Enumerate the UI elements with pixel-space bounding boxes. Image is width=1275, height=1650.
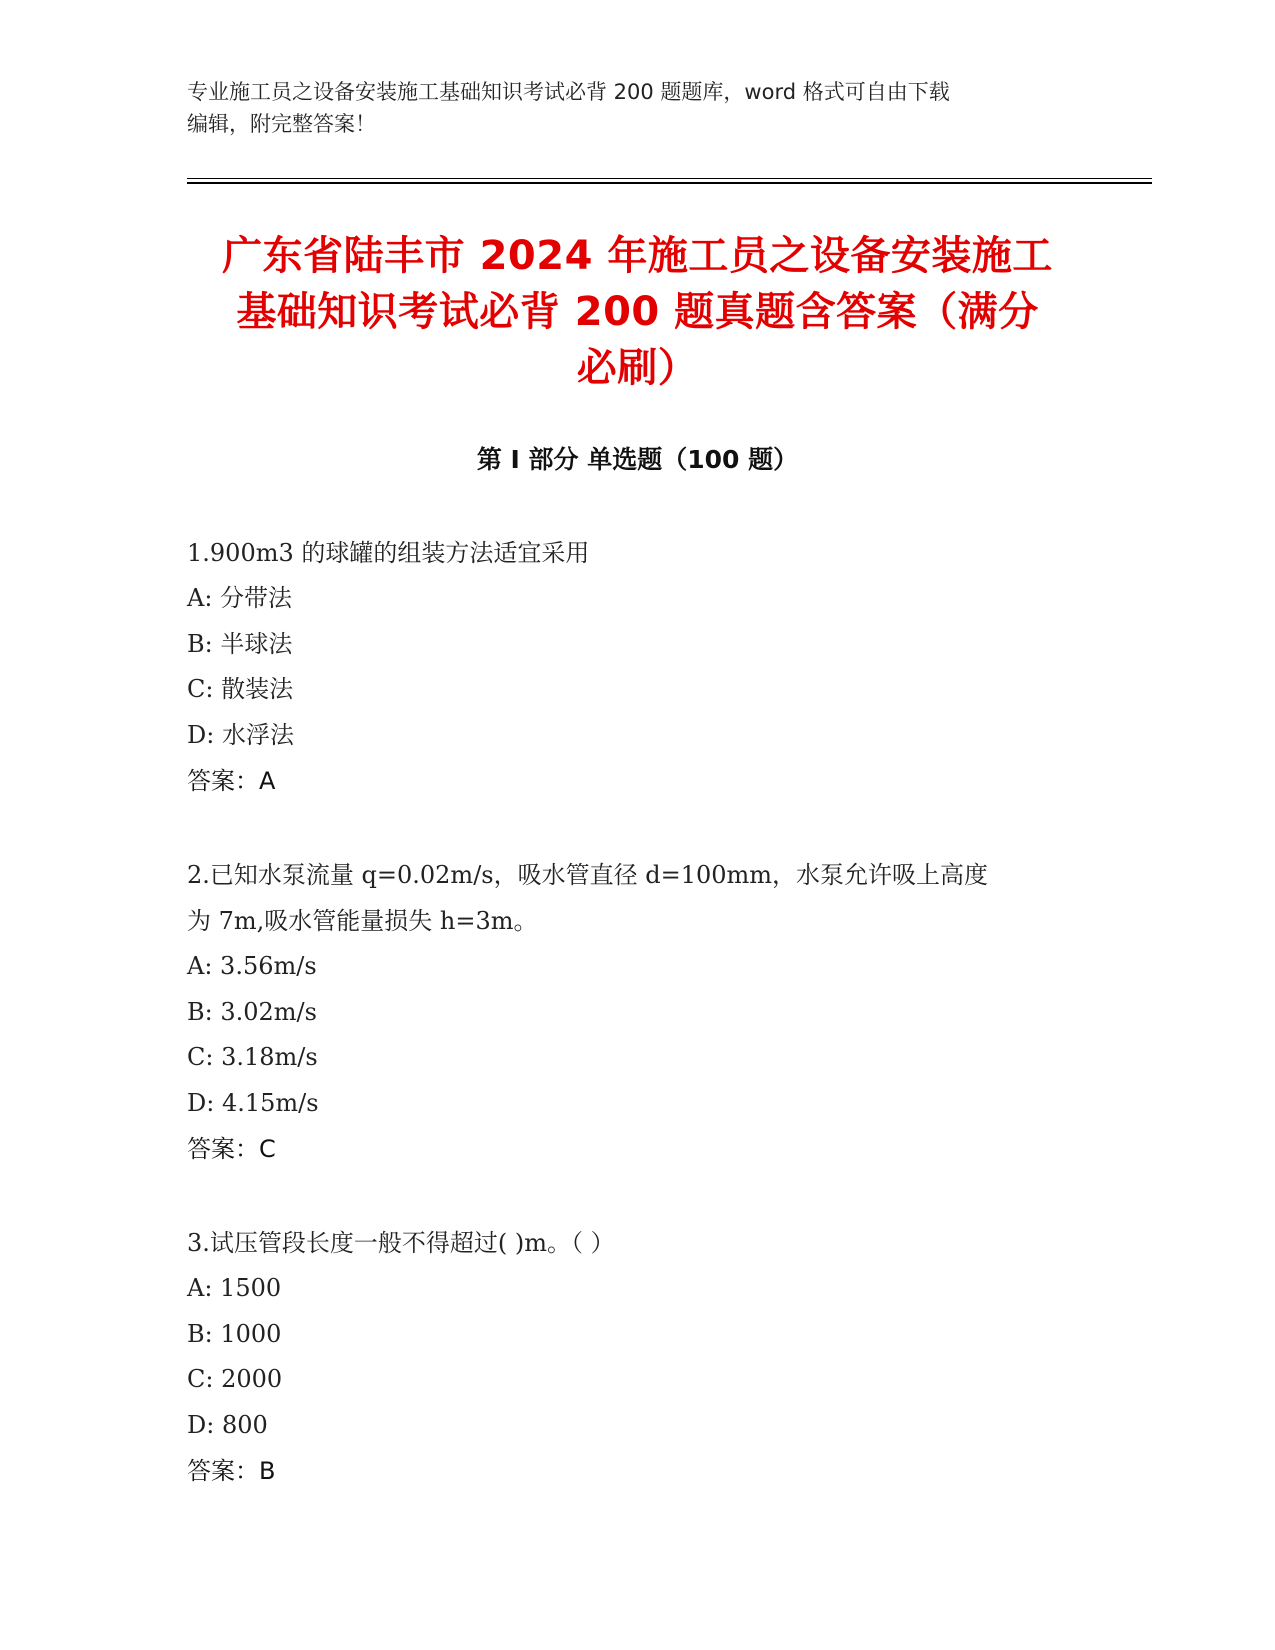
option-d: D: 800 (187, 1410, 268, 1439)
question-list (187, 530, 1087, 1542)
question-stem: 1.900m3 的球罐的组装方法适宜采用 (187, 539, 590, 567)
question-stem-line-1: 2.已知水泵流量 q=0.02m/s，吸水管直径 d=100mm，水泵允许吸上高度 (187, 861, 989, 889)
option-a: A: 分带法 (187, 584, 293, 612)
answer: 答案：A (187, 767, 276, 795)
section-heading: 第 I 部分 单选题（100 题） (476, 445, 799, 474)
intro-line-1: 专业施工员之设备安装施工基础知识考试必背 200 题题库，word 格式可自由下载 (187, 80, 950, 104)
question-stem-line-2: 为 7m,吸水管能量损失 h=3m。 (187, 907, 538, 935)
option-c: C: 3.18m/s (187, 1043, 318, 1071)
option-b: B: 3.02m/s (187, 997, 317, 1026)
option-d: D: 4.15m/s (187, 1088, 319, 1117)
option-a: A: 3.56m/s (187, 952, 317, 980)
header-divider-thin (187, 178, 1152, 179)
document-intro (187, 76, 1067, 140)
question-stem: 3.试压管段长度一般不得超过( )m。（ ） (187, 1229, 615, 1257)
option-a: A: 1500 (187, 1274, 282, 1302)
title-line-3: 必刷） (576, 345, 699, 391)
header-divider-thick (187, 182, 1152, 184)
document-title (150, 228, 1125, 396)
intro-line-2: 编辑，附完整答案！ (187, 112, 376, 136)
answer: 答案：B (187, 1457, 276, 1485)
option-c: C: 2000 (187, 1365, 283, 1393)
answer: 答案：C (187, 1135, 276, 1163)
option-b: B: 半球法 (187, 629, 293, 658)
option-d: D: 水浮法 (187, 720, 294, 749)
question-3 (187, 1220, 1087, 1494)
question-1 (187, 530, 1087, 804)
option-b: B: 1000 (187, 1319, 282, 1348)
title-line-1: 广东省陆丰市 2024 年施工员之设备安装施工 (222, 233, 1053, 279)
option-c: C: 散装法 (187, 675, 294, 703)
title-line-2: 基础知识考试必背 200 题真题含答案（满分 (236, 289, 1039, 335)
question-2 (187, 852, 1087, 1172)
